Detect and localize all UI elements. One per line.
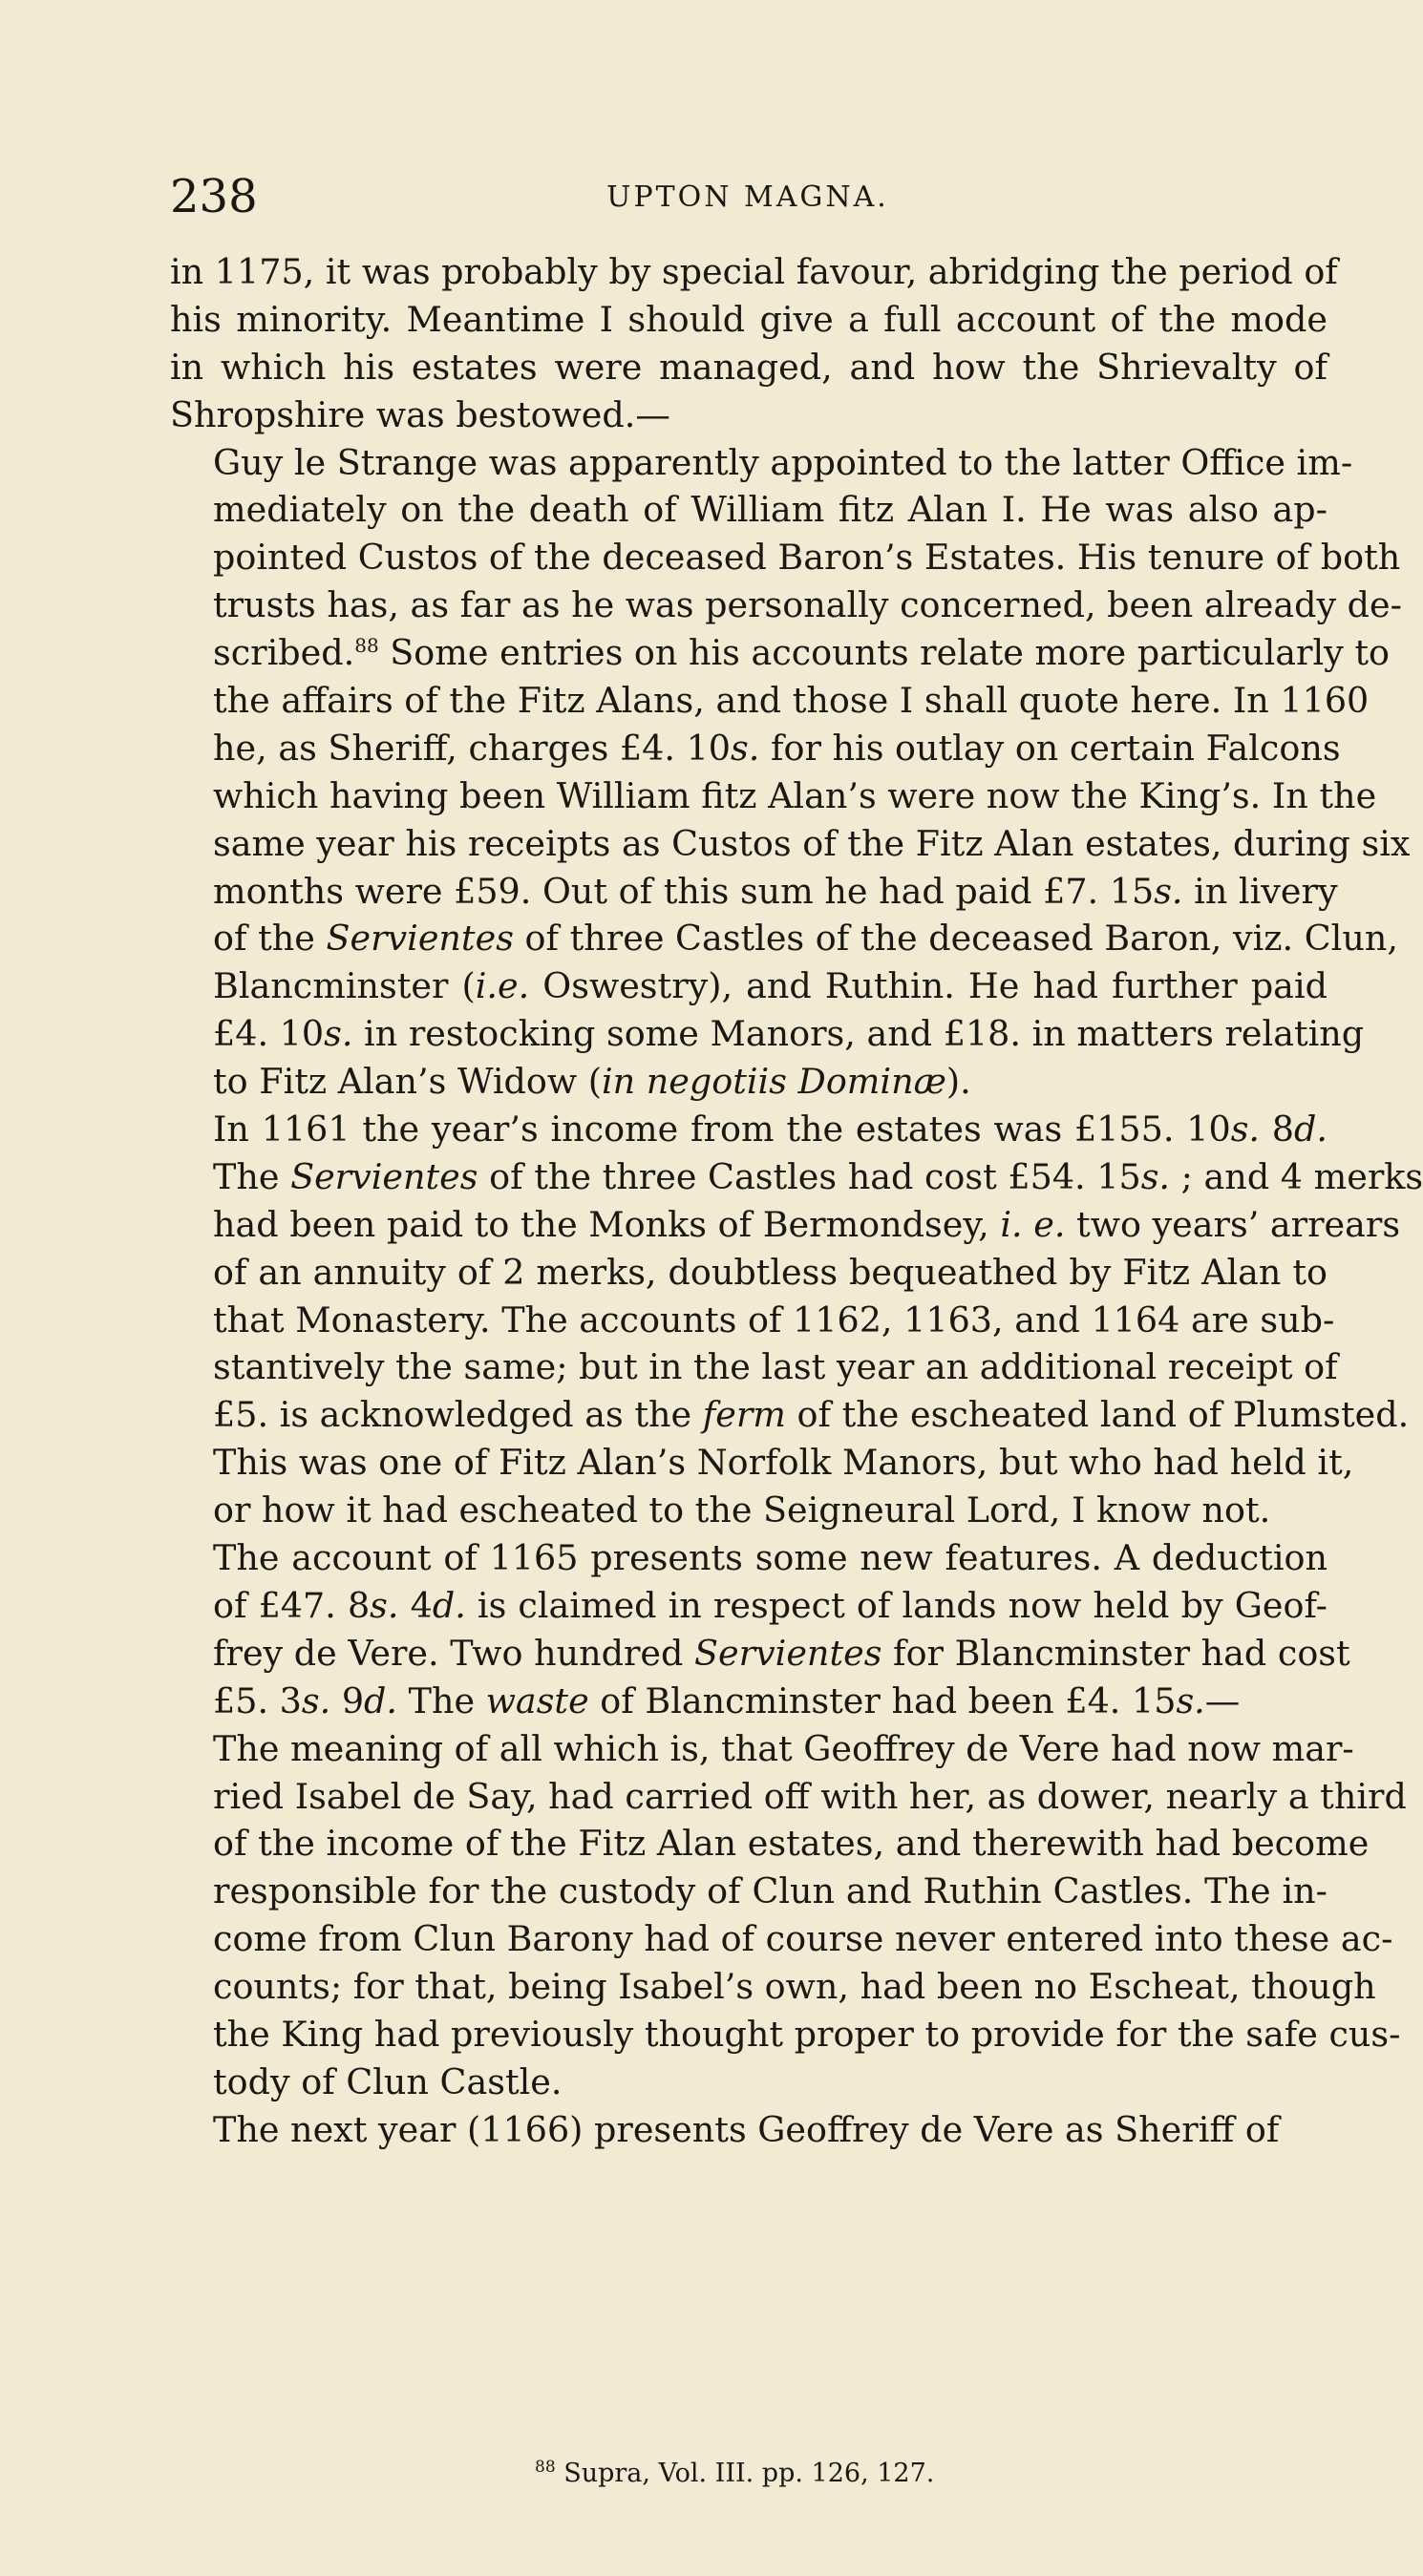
text-line: which having been William fitz Alan’s were now the King’s. In the [213, 774, 1377, 816]
text-line: he, as Sheriff, charges £4. 10s. for his outlay on certain Falcons [213, 727, 1341, 769]
text-line: £5. 3s. 9d. The waste of Blancminster had been £4. 15s.— [213, 1679, 1241, 1721]
text-line: responsible for the custody of Clun and Ruthin Castles. The in- [213, 1870, 1327, 1912]
page-number: 238 [170, 170, 258, 223]
footnote-text: Supra, Vol. III. pp. 126, 127. [563, 2459, 935, 2488]
text-line: Guy le Strange was apparently appointed to the latter Office im- [213, 441, 1353, 483]
text-line: scribed.$^{88}$ Some entries on his accounts relate more particularly to [213, 632, 1391, 674]
paragraph [170, 1725, 1407, 2106]
paragraph [170, 2106, 1327, 2154]
page-header [170, 168, 1326, 225]
text-line: had been paid to the Monks of Bermondsey, i. e. two years’ arrears [213, 1203, 1401, 1245]
text-line: The Servientes of the three Castles had cost £54. 15s. ; and 4 merks [213, 1155, 1423, 1197]
text-line: This was one of Fitz Alan’s Norfolk Manors, but who had held it, [213, 1442, 1354, 1484]
text-line: stantively the same; but in the last year an additional receipt of [213, 1346, 1338, 1388]
text-line: The meaning of all which is, that Geoffrey de Vere had now mar- [213, 1727, 1354, 1769]
text-line: trusts has, as far as he was personally concerned, been already de- [213, 584, 1402, 626]
text-line: of £47. 8s. 4d. is claimed in respect of lands now held by Geof- [213, 1584, 1327, 1626]
text-line: of the income of the Fitz Alan estates, and therewith had become [213, 1823, 1370, 1865]
paragraph [170, 248, 1338, 439]
text-line: mediately on the death of William fitz Alan I. He was also ap- [213, 489, 1327, 531]
text-line: or how it had escheated to the Seigneural Lord, I know not. [213, 1489, 1271, 1531]
text-line: £5. is acknowledged as the ferm of the escheated land of Plumsted. [213, 1394, 1410, 1436]
text-line: frey de Vere. Two hundred Servientes for Blancminster had cost [213, 1632, 1350, 1674]
paragraph [170, 1534, 1350, 1725]
paragraph [170, 439, 1411, 1106]
text-line: in which his estates were managed, and how the Shrievalty of [170, 346, 1327, 388]
text-line: The next year (1166) presents Geoffrey de Vere as Sheriff of [213, 2108, 1280, 2150]
text-line: the affairs of the Fitz Alans, and those I shall quote here. In 1160 [213, 680, 1370, 722]
text-line: The account of 1165 presents some new features. A deduction [213, 1537, 1327, 1579]
text-line: tody of Clun Castle. [213, 2060, 563, 2102]
paragraph [170, 1106, 1423, 1534]
text-line: ried Isabel de Say, had carried off with her, as dower, nearly a third [213, 1775, 1407, 1817]
text-line: counts; for that, being Isabel’s own, had been no Escheat, though [213, 1966, 1376, 2008]
text-line: come from Clun Barony had of course never entered into these ac- [213, 1918, 1393, 1960]
text-line: £4. 10s. in restocking some Manors, and £18. in matters relating [213, 1013, 1365, 1055]
text-line: the King had previously thought proper to provide for the safe cus- [213, 2013, 1401, 2055]
text-line: same year his receipts as Custos of the Fitz Alan estates, during six [213, 822, 1411, 864]
text-line: Blancminster (i.e. Oswestry), and Ruthin. He had further paid [213, 965, 1327, 1007]
text-line: that Monastery. The accounts of 1162, 1163, and 1164 are sub- [213, 1299, 1335, 1341]
text-line: of the Servientes of three Castles of the deceased Baron, viz. Clun, [213, 918, 1398, 960]
text-line: In 1161 the year’s income from the estates was £155. 10s. 8d. [213, 1109, 1327, 1151]
text-line: his minority. Meantime I should give a full account of the mode [170, 298, 1327, 340]
running-head: UPTON MAGNA. [606, 180, 889, 214]
text-line: in 1175, it was probably by special favour, abridging the period of [170, 251, 1338, 292]
footnote [535, 2448, 934, 2493]
text-line: pointed Custos of the deceased Baron’s Estates. His tenure of both [213, 537, 1401, 579]
body-text [170, 248, 1423, 2154]
text-line: Shropshire was bestowed.— [170, 393, 670, 435]
text-line: to Fitz Alan’s Widow (in negotiis Dominæ). [213, 1061, 971, 1103]
footnote-marker: 88 [535, 2458, 556, 2477]
text-line: months were £59. Out of this sum he had paid £7. 15s. in livery [213, 870, 1338, 912]
text-line: of an annuity of 2 merks, doubtless bequeathed by Fitz Alan to [213, 1251, 1327, 1293]
